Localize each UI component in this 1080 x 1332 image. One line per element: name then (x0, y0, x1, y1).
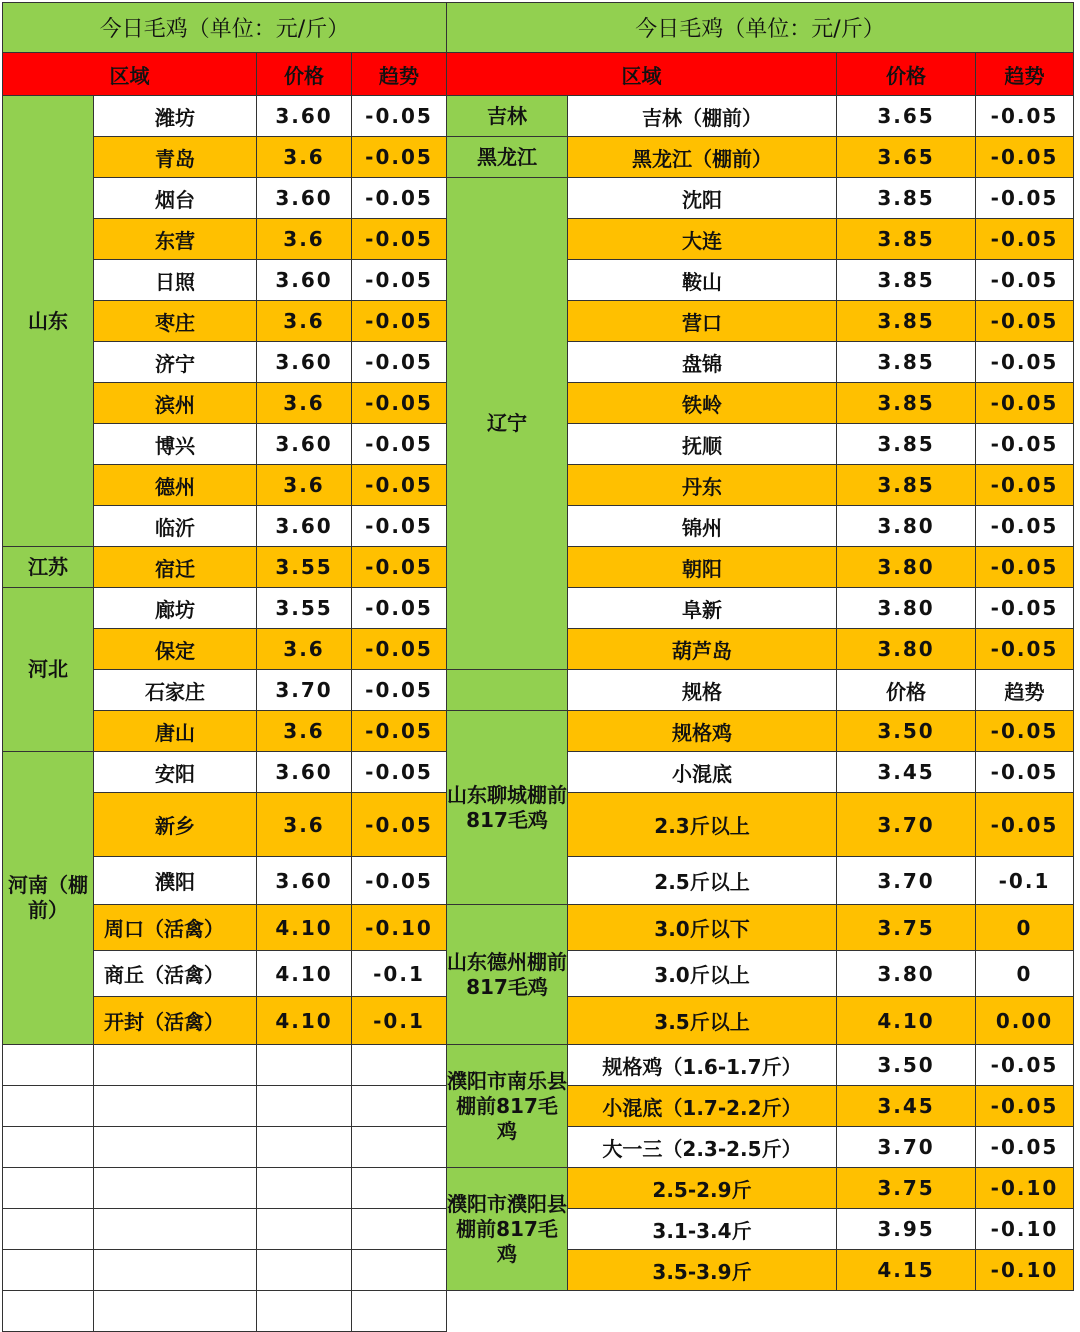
empty-cell (3, 1168, 94, 1209)
empty-cell (257, 1291, 352, 1332)
city-cell: 滨州 (94, 383, 257, 424)
city-cell: 潍坊 (94, 96, 257, 137)
price-cell: 3.80 (837, 588, 976, 629)
price-cell: 4.10 (257, 951, 352, 997)
price-cell: 3.55 (257, 547, 352, 588)
trend-cell: -0.05 (976, 465, 1074, 506)
trend-cell: -0.05 (352, 793, 447, 857)
empty-cell (352, 1291, 447, 1332)
price-cell: 3.60 (257, 260, 352, 301)
spec-cell: 3.5-3.9斤 (568, 1250, 837, 1291)
price-cell: 3.85 (837, 178, 976, 219)
trend-cell: -0.05 (352, 342, 447, 383)
empty-cell (352, 1127, 447, 1168)
spec-cell: 2.5-2.9斤 (568, 1168, 837, 1209)
price-cell: 3.60 (257, 752, 352, 793)
city-cell: 朝阳 (568, 547, 837, 588)
trend-cell: -0.05 (976, 752, 1074, 793)
empty-cell (3, 1127, 94, 1168)
trend-cell: -0.05 (976, 424, 1074, 465)
price-cell: 3.95 (837, 1209, 976, 1250)
table-row (3, 670, 1074, 711)
table-row (3, 137, 1074, 178)
province-cell: 河北 (3, 588, 94, 752)
trend-cell: -0.05 (976, 178, 1074, 219)
city-cell: 宿迁 (94, 547, 257, 588)
trend-cell: -0.1 (976, 857, 1074, 905)
trend-cell: -0.05 (976, 1086, 1074, 1127)
price-cell: 3.70 (837, 1127, 976, 1168)
trend-cell: -0.05 (352, 465, 447, 506)
city-cell: 鞍山 (568, 260, 837, 301)
spec-header-spec: 规格 (568, 670, 837, 711)
trend-cell: 0 (976, 905, 1074, 951)
farm-group-cell: 山东德州棚前817毛鸡 (447, 905, 568, 1045)
left-table-title: 今日毛鸡（单位：元/斤） (3, 3, 447, 53)
city-cell: 抚顺 (568, 424, 837, 465)
city-cell: 周口（活禽） (94, 905, 257, 951)
price-cell: 3.45 (837, 1086, 976, 1127)
price-cell: 3.65 (837, 137, 976, 178)
trend-cell: -0.05 (352, 629, 447, 670)
city-cell: 保定 (94, 629, 257, 670)
trend-cell: 0.00 (976, 997, 1074, 1045)
empty-cell (257, 1127, 352, 1168)
city-cell: 阜新 (568, 588, 837, 629)
price-cell: 3.55 (257, 588, 352, 629)
empty-cell (352, 1045, 447, 1086)
trend-cell: -0.10 (352, 905, 447, 951)
price-cell: 3.45 (837, 752, 976, 793)
province-cell: 辽宁 (447, 178, 568, 670)
city-cell: 日照 (94, 260, 257, 301)
trend-cell: -0.10 (976, 1168, 1074, 1209)
trend-cell: 0 (976, 951, 1074, 997)
city-cell: 德州 (94, 465, 257, 506)
price-cell: 3.85 (837, 424, 976, 465)
empty-cell (94, 1250, 257, 1291)
city-cell: 安阳 (94, 752, 257, 793)
table-row (3, 1291, 1074, 1332)
price-cell: 4.15 (837, 1250, 976, 1291)
header-row (3, 53, 1074, 96)
farm-group-cell: 濮阳市濮阳县棚前817毛鸡 (447, 1168, 568, 1291)
left-header-price: 价格 (257, 53, 352, 96)
farm-group-cell: 濮阳市南乐县棚前817毛鸡 (447, 1045, 568, 1168)
price-cell: 3.6 (257, 793, 352, 857)
price-cell: 3.60 (257, 178, 352, 219)
trend-cell: -0.05 (976, 1127, 1074, 1168)
spec-cell: 小混底（1.7-2.2斤） (568, 1086, 837, 1127)
price-cell: 3.65 (837, 96, 976, 137)
city-cell: 临沂 (94, 506, 257, 547)
trend-cell: -0.05 (352, 424, 447, 465)
spec-cell: 3.0斤以下 (568, 905, 837, 951)
empty-cell (257, 1168, 352, 1209)
trend-cell: -0.05 (352, 301, 447, 342)
trend-cell: -0.05 (352, 260, 447, 301)
city-cell: 濮阳 (94, 857, 257, 905)
price-cell: 3.50 (837, 1045, 976, 1086)
city-cell: 烟台 (94, 178, 257, 219)
city-cell: 营口 (568, 301, 837, 342)
trend-cell: -0.05 (352, 752, 447, 793)
price-cell: 3.80 (837, 506, 976, 547)
table-row (3, 711, 1074, 752)
price-cell: 3.60 (257, 506, 352, 547)
empty-cell (94, 1209, 257, 1250)
price-cell: 3.80 (837, 547, 976, 588)
city-cell: 大连 (568, 219, 837, 260)
province-cell: 吉林 (447, 96, 568, 137)
trend-cell: -0.05 (352, 178, 447, 219)
city-cell: 吉林（棚前） (568, 96, 837, 137)
city-cell: 廊坊 (94, 588, 257, 629)
right-header-price: 价格 (837, 53, 976, 96)
empty-cell (257, 1045, 352, 1086)
city-cell: 锦州 (568, 506, 837, 547)
city-cell: 开封（活禽） (94, 997, 257, 1045)
empty-cell (257, 1250, 352, 1291)
price-cell: 3.80 (837, 629, 976, 670)
trend-cell: -0.05 (352, 219, 447, 260)
city-cell: 商丘（活禽） (94, 951, 257, 997)
trend-cell: -0.05 (976, 260, 1074, 301)
left-header-region: 区域 (3, 53, 257, 96)
trend-cell: -0.05 (352, 857, 447, 905)
province-cell: 江苏 (3, 547, 94, 588)
empty-cell (3, 1045, 94, 1086)
title-row (3, 3, 1074, 53)
province-cell: 河南（棚前） (3, 752, 94, 1045)
spec-cell: 规格鸡（1.6-1.7斤） (568, 1045, 837, 1086)
city-cell: 青岛 (94, 137, 257, 178)
price-cell: 4.10 (837, 997, 976, 1045)
empty-cell (257, 1086, 352, 1127)
empty-cell (3, 1086, 94, 1127)
trend-cell: -0.1 (352, 951, 447, 997)
spec-cell: 3.1-3.4斤 (568, 1209, 837, 1250)
empty-cell (3, 1250, 94, 1291)
province-cell: 黑龙江 (447, 137, 568, 178)
table-row (3, 96, 1074, 137)
price-cell: 3.70 (257, 670, 352, 711)
trend-cell: -0.05 (976, 219, 1074, 260)
price-cell: 3.85 (837, 383, 976, 424)
spec-cell: 规格鸡 (568, 711, 837, 752)
trend-cell: -0.05 (976, 301, 1074, 342)
spec-cell: 2.3斤以上 (568, 793, 837, 857)
price-cell: 3.50 (837, 711, 976, 752)
price-cell: 3.6 (257, 465, 352, 506)
empty-cell (352, 1209, 447, 1250)
city-cell: 丹东 (568, 465, 837, 506)
price-cell: 3.85 (837, 465, 976, 506)
city-cell: 盘锦 (568, 342, 837, 383)
city-cell: 黑龙江（棚前） (568, 137, 837, 178)
table-row (3, 905, 1074, 951)
spec-header-trend: 趋势 (976, 670, 1074, 711)
price-cell: 3.60 (257, 96, 352, 137)
empty-cell (94, 1127, 257, 1168)
trend-cell: -0.05 (352, 670, 447, 711)
price-cell: 3.85 (837, 219, 976, 260)
trend-cell: -0.05 (976, 711, 1074, 752)
farm-group-cell: 山东聊城棚前817毛鸡 (447, 711, 568, 905)
right-table-title: 今日毛鸡（单位：元/斤） (447, 3, 1074, 53)
empty-cell (3, 1291, 94, 1332)
price-cell: 3.70 (837, 793, 976, 857)
spec-cell: 2.5斤以上 (568, 857, 837, 905)
spec-cell: 3.5斤以上 (568, 997, 837, 1045)
spec-cell: 大一三（2.3-2.5斤） (568, 1127, 837, 1168)
empty-cell (94, 1086, 257, 1127)
price-cell: 4.10 (257, 905, 352, 951)
province-cell: 山东 (3, 96, 94, 547)
city-cell: 石家庄 (94, 670, 257, 711)
trend-cell: -0.05 (352, 711, 447, 752)
trend-cell: -0.05 (976, 629, 1074, 670)
price-cell: 3.6 (257, 711, 352, 752)
price-cell: 3.85 (837, 260, 976, 301)
trend-cell: -0.05 (352, 588, 447, 629)
price-cell: 3.6 (257, 137, 352, 178)
empty-cell (257, 1209, 352, 1250)
spec-header-price: 价格 (837, 670, 976, 711)
empty-cell (94, 1291, 257, 1332)
trend-cell: -0.05 (976, 383, 1074, 424)
price-cell: 3.80 (837, 951, 976, 997)
city-cell: 葫芦岛 (568, 629, 837, 670)
city-cell: 东营 (94, 219, 257, 260)
empty-cell (352, 1168, 447, 1209)
city-cell: 博兴 (94, 424, 257, 465)
poultry-price-table (2, 2, 1074, 1332)
trend-cell: -0.05 (352, 96, 447, 137)
trend-cell: -0.05 (976, 1045, 1074, 1086)
trend-cell: -0.05 (352, 137, 447, 178)
right-header-region: 区域 (447, 53, 837, 96)
price-cell: 3.6 (257, 219, 352, 260)
trend-cell: -0.05 (976, 137, 1074, 178)
city-cell: 济宁 (94, 342, 257, 383)
trend-cell: -0.05 (976, 588, 1074, 629)
empty-cell (3, 1209, 94, 1250)
trend-cell: -0.05 (976, 96, 1074, 137)
price-cell: 3.70 (837, 857, 976, 905)
city-cell: 铁岭 (568, 383, 837, 424)
trend-cell: -0.05 (352, 506, 447, 547)
right-header-trend: 趋势 (976, 53, 1074, 96)
spec-cell: 小混底 (568, 752, 837, 793)
empty-cell (352, 1250, 447, 1291)
trend-cell: -0.05 (976, 342, 1074, 383)
price-cell: 3.6 (257, 383, 352, 424)
price-cell: 3.6 (257, 301, 352, 342)
trend-cell: -0.05 (976, 547, 1074, 588)
left-header-trend: 趋势 (352, 53, 447, 96)
price-cell: 4.10 (257, 997, 352, 1045)
table-row (3, 1168, 1074, 1209)
trend-cell: -0.05 (976, 793, 1074, 857)
table-row (3, 178, 1074, 219)
price-cell: 3.85 (837, 342, 976, 383)
city-cell: 新乡 (94, 793, 257, 857)
trend-cell: -0.05 (352, 383, 447, 424)
spec-header-blank (447, 670, 568, 711)
trend-cell: -0.05 (976, 506, 1074, 547)
price-cell: 3.60 (257, 342, 352, 383)
price-cell: 3.85 (837, 301, 976, 342)
city-cell: 沈阳 (568, 178, 837, 219)
empty-cell (94, 1045, 257, 1086)
trend-cell: -0.1 (352, 997, 447, 1045)
price-cell: 3.75 (837, 1168, 976, 1209)
trend-cell: -0.10 (976, 1209, 1074, 1250)
city-cell: 枣庄 (94, 301, 257, 342)
table-row (3, 1045, 1074, 1086)
price-cell: 3.6 (257, 629, 352, 670)
trend-cell: -0.05 (352, 547, 447, 588)
price-cell: 3.60 (257, 857, 352, 905)
table-body (3, 3, 1074, 1332)
city-cell: 唐山 (94, 711, 257, 752)
trend-cell: -0.10 (976, 1250, 1074, 1291)
price-cell: 3.60 (257, 424, 352, 465)
empty-cell (94, 1168, 257, 1209)
spec-cell: 3.0斤以上 (568, 951, 837, 997)
empty-cell (352, 1086, 447, 1127)
price-cell: 3.75 (837, 905, 976, 951)
